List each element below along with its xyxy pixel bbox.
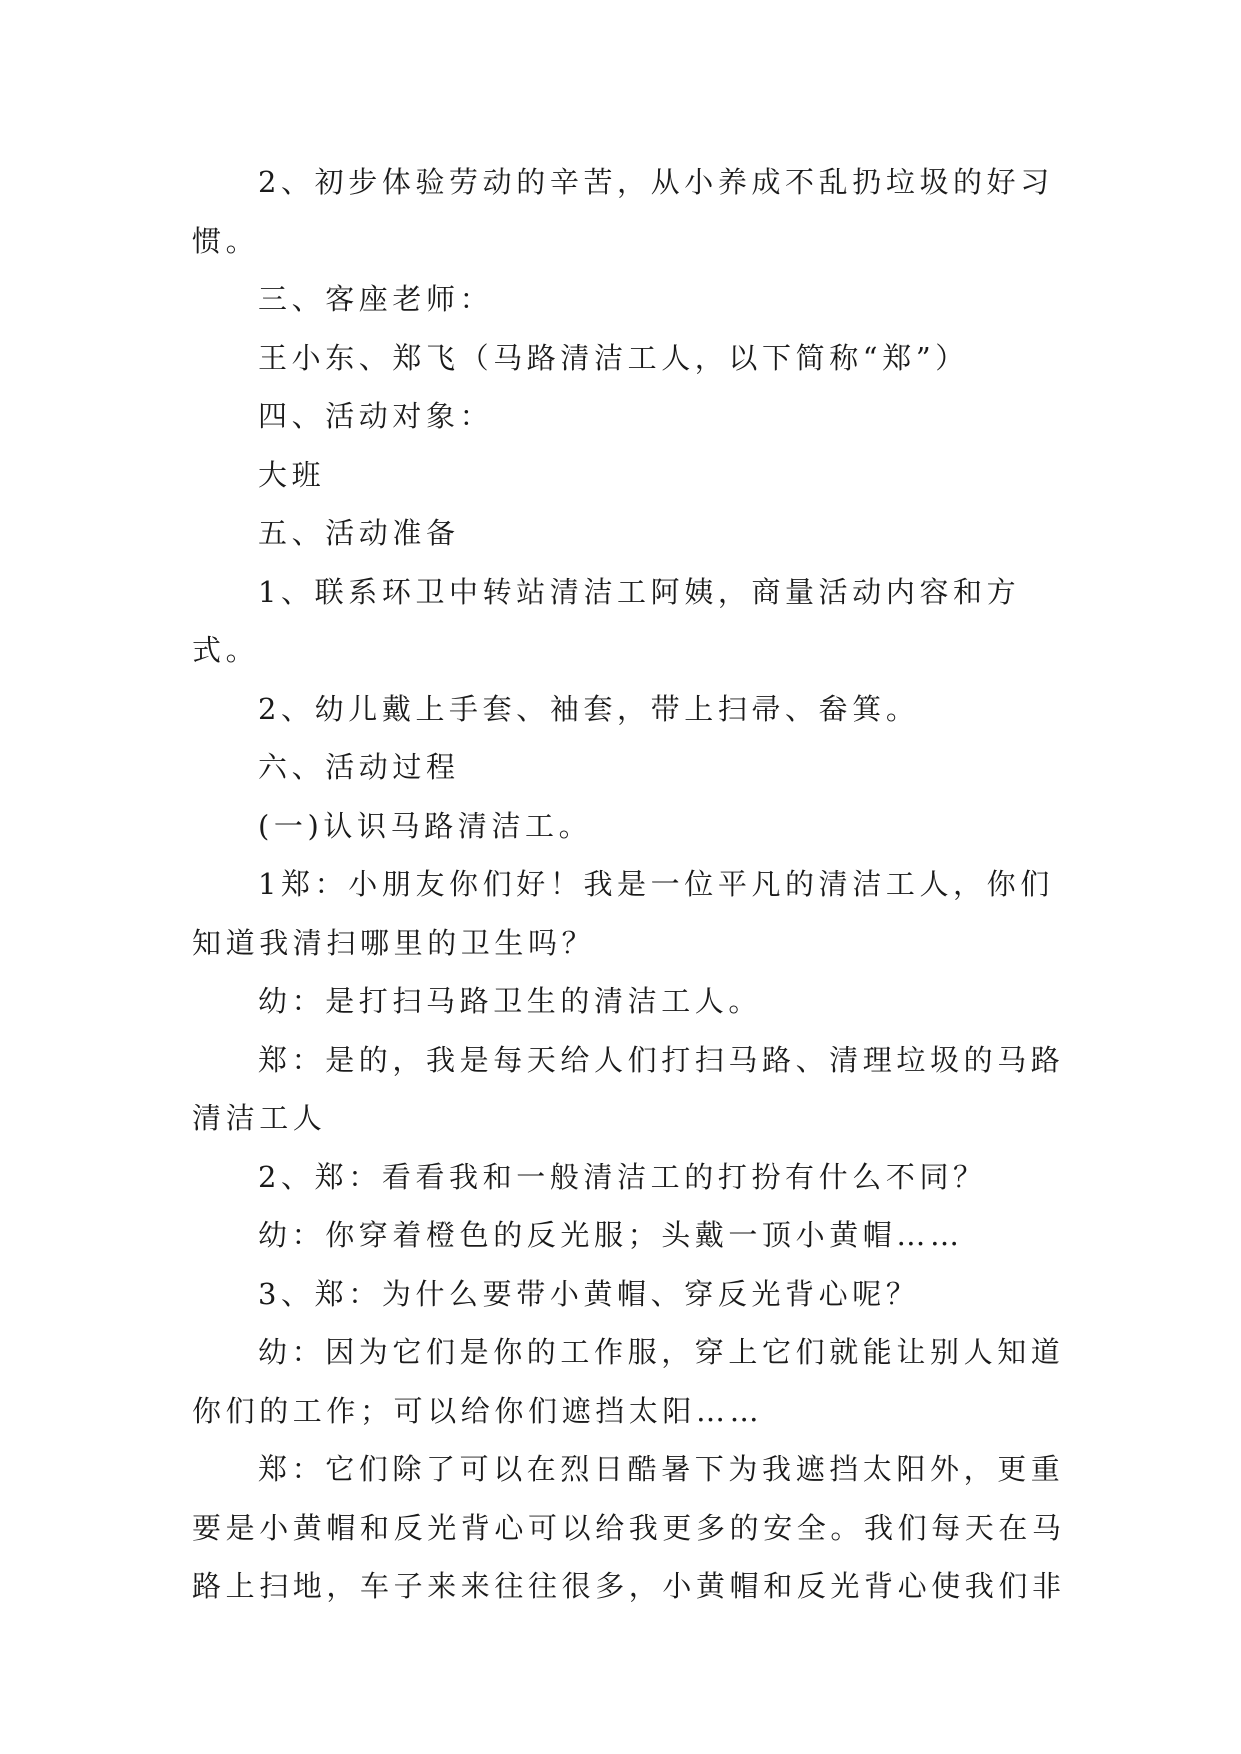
document-body (192, 153, 1067, 1616)
paragraph-dialogue-5: 幼：你穿着橙色的反光服；头戴一顶小黄帽…… (258, 1218, 964, 1252)
subheading-meet-cleaner: (一)认识马路清洁工。 (258, 808, 593, 843)
paragraph-target-class: 大班 (258, 457, 326, 492)
heading-guest-teachers: 三、客座老师： (258, 282, 494, 316)
paragraph-preparation-2: 2、幼儿戴上手套、袖套，带上扫帚、畚箕。 (258, 691, 920, 726)
paragraph-dialogue-8: 郑：它们除了可以在烈日酷暑下为我遮挡太阳外，更重要是小黄帽和反光背心可以给我更多的安全。我们每天在马路上扫地，车子来来往往很多，小黄帽和反光背心使我们非 (192, 1452, 1066, 1603)
paragraph-dialogue-1: 1郑：小朋友你们好！我是一位平凡的清洁工人，你们知道我清扫哪里的卫生吗？ (192, 867, 1054, 960)
paragraph-preparation-1: 1、联系环卫中转站清洁工阿姨，商量活动内容和方式。 (192, 574, 1021, 667)
paragraph-dialogue-7: 幼：因为它们是你的工作服，穿上它们就能让别人知道你们的工作；可以给你们遮挡太阳…… (192, 1335, 1065, 1428)
paragraph-dialogue-3: 郑：是的，我是每天给人们打扫马路、清理垃圾的马路清洁工人 (192, 1042, 1065, 1135)
paragraph-guest-names: 王小东、郑飞（马路清洁工人，以下简称“郑”） (258, 340, 969, 375)
paragraph-dialogue-6: 3、郑：为什么要带小黄帽、穿反光背心呢？ (258, 1276, 920, 1311)
heading-activity-preparation: 五、活动准备 (258, 516, 460, 550)
paragraph-dialogue-2: 幼：是打扫马路卫生的清洁工人。 (258, 984, 763, 1018)
heading-activity-target: 四、活动对象： (258, 399, 494, 433)
paragraph-goal-2: 2、初步体验劳动的辛苦，从小养成不乱扔垃圾的好习惯。 (192, 165, 1054, 258)
heading-activity-process: 六、活动过程 (258, 750, 460, 784)
paragraph-dialogue-4: 2、郑：看看我和一般清洁工的打扮有什么不同？ (258, 1159, 987, 1194)
